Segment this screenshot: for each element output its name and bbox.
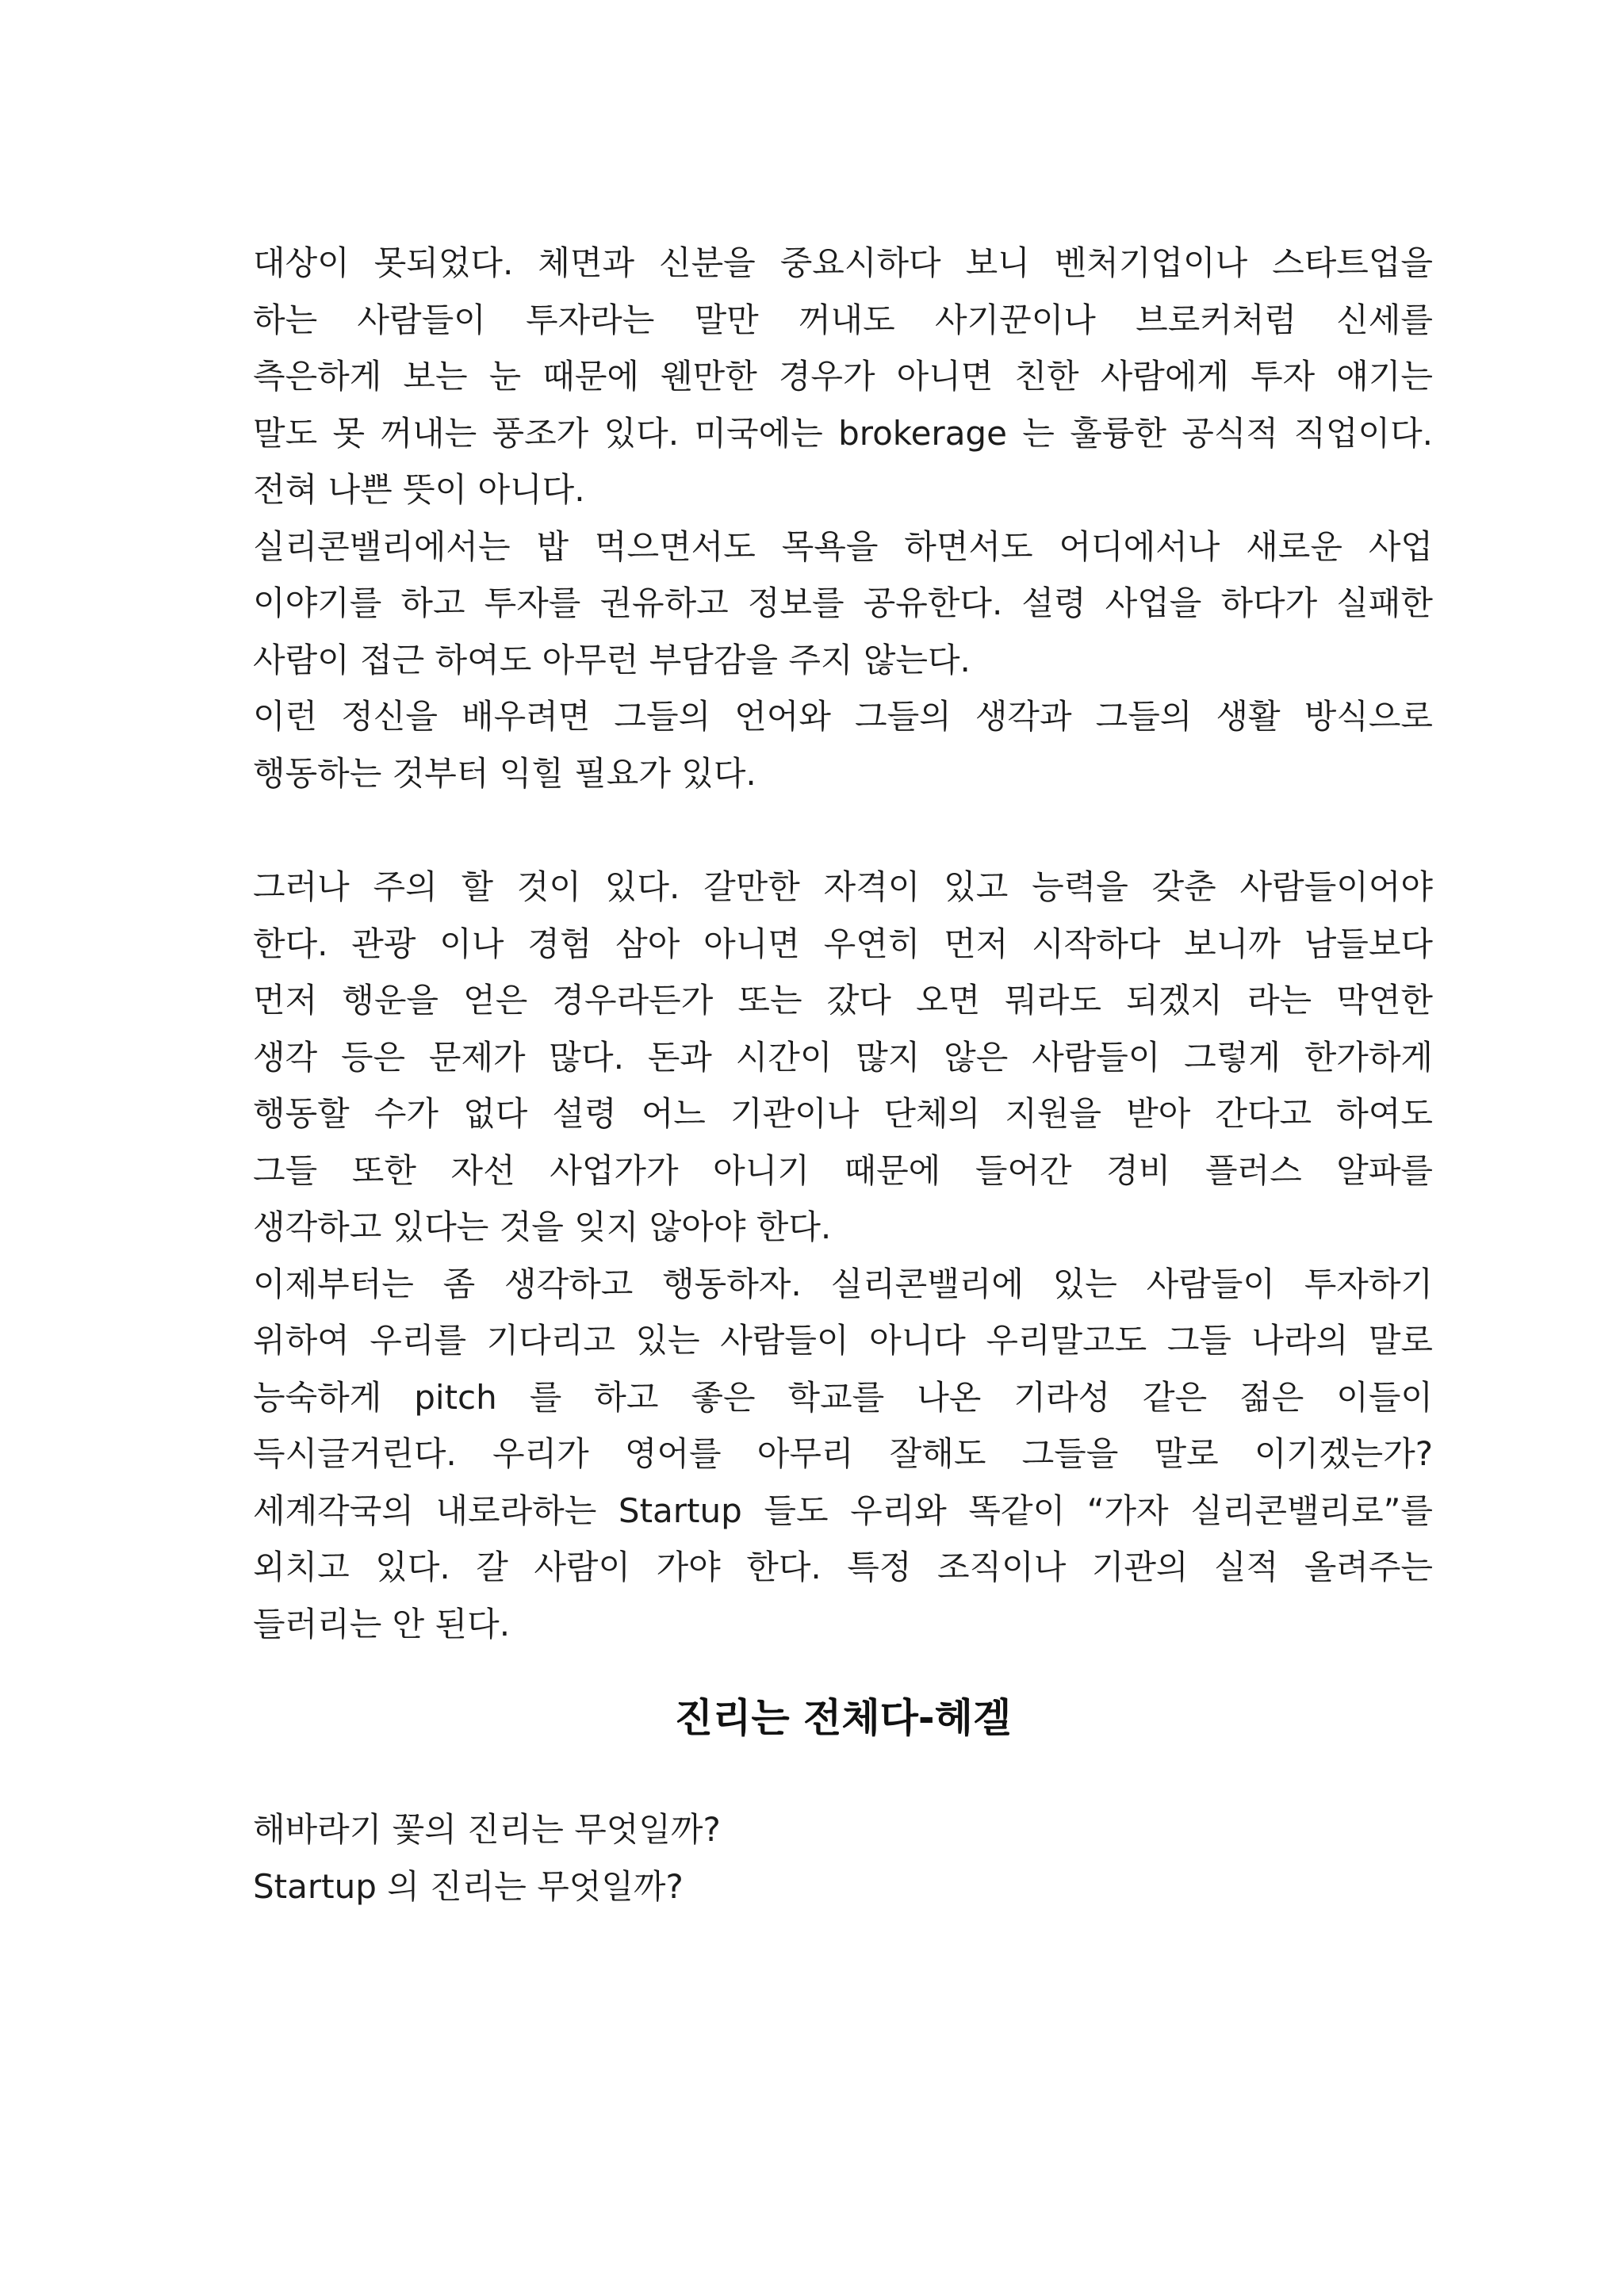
paragraph-block-1 <box>253 235 1433 802</box>
text-line: 위하여 우리를 기다리고 있는 사람들이 아니다 우리말고도 그들 나라의 말로 <box>253 1321 1433 1360</box>
text-line: 해바라기 꽃의 진리는 무엇일까? <box>253 1810 721 1849</box>
text-line: 먼저 행운을 얻은 경우라든가 또는 갔다 오면 뭐라도 되겠지 라는 막연한 <box>253 981 1433 1020</box>
text-line: 사람이 접근 하여도 아무런 부담감을 주지 않는다. <box>253 640 971 679</box>
text-line: 외치고 있다. 갈 사람이 가야 한다. 특정 조직이나 기관의 실적 올려주는 <box>253 1548 1433 1586</box>
text-line: 하는 사람들이 투자라는 말만 꺼내도 사기꾼이나 브로커처럼 신세를 <box>253 300 1433 339</box>
text-line: 들러리는 안 된다. <box>253 1604 511 1644</box>
section-heading: 진리는 전체다-헤겔 <box>674 1695 1012 1741</box>
text-line: 이런 정신을 배우려면 그들의 언어와 그들의 생각과 그들의 생활 방식으로 <box>253 697 1433 736</box>
text-line: 능숙하게 pitch 를 하고 좋은 학교를 나온 기라성 같은 젊은 이들이 <box>253 1377 1433 1417</box>
paragraph-block-2 <box>253 859 1433 1652</box>
text-line: 세계각국의 내로라하는 Startup 들도 우리와 똑같이 “가자 실리콘밸리로”를 <box>253 1490 1433 1530</box>
text-line: 실리콘밸리에서는 밥 먹으면서도 목욕을 하면서도 어디에서나 새로운 사업 <box>253 526 1433 566</box>
paragraph-block-3 <box>253 1801 1433 1915</box>
text-line: 득시글거린다. 우리가 영어를 아무리 잘해도 그들을 말로 이기겠는가? <box>253 1434 1433 1473</box>
text-line: 그들 또한 자선 사업가가 아니기 때문에 들어간 경비 플러스 알파를 <box>253 1150 1433 1190</box>
text-line: 한다. 관광 이나 경험 삼아 아니면 우연히 먼저 시작하다 보니까 남들보다 <box>253 924 1433 963</box>
text-line: 말도 못 꺼내는 풍조가 있다. 미국에는 brokerage 는 훌륭한 공식적 직업이다. <box>253 413 1433 453</box>
text-line: Startup 의 진리는 무엇일까? <box>253 1866 684 1906</box>
text-line: 행동할 수가 없다 설령 어느 기관이나 단체의 지원을 받아 간다고 하여도 <box>253 1094 1433 1133</box>
text-line: 전혀 나쁜 뜻이 아니다. <box>253 470 585 509</box>
paragraph-spacer <box>253 802 1433 859</box>
text-line: 측은하게 보는 눈 때문에 웬만한 경우가 아니면 친한 사람에게 투자 얘기는 <box>253 357 1433 396</box>
text-line: 이제부터는 좀 생각하고 행동하자. 실리콘밸리에 있는 사람들이 투자하기 <box>253 1264 1433 1303</box>
text-line: 행동하는 것부터 익힐 필요가 있다. <box>253 753 756 793</box>
text-line: 생각하고 있다는 것을 잊지 않아야 한다. <box>253 1207 832 1246</box>
text-line: 대상이 못되었다. 체면과 신분을 중요시하다 보니 벤처기업이나 스타트업을 <box>253 243 1433 282</box>
text-line: 그러나 주의 할 것이 있다. 갈만한 자격이 있고 능력을 갖춘 사람들이어야 <box>253 867 1433 906</box>
text-line: 생각 등은 문제가 많다. 돈과 시간이 많지 않은 사람들이 그렇게 한가하게 <box>253 1037 1433 1077</box>
text-line: 이야기를 하고 투자를 권유하고 정보를 공유한다. 설령 사업을 하다가 실패한 <box>253 584 1433 622</box>
document-page <box>253 235 1433 1915</box>
